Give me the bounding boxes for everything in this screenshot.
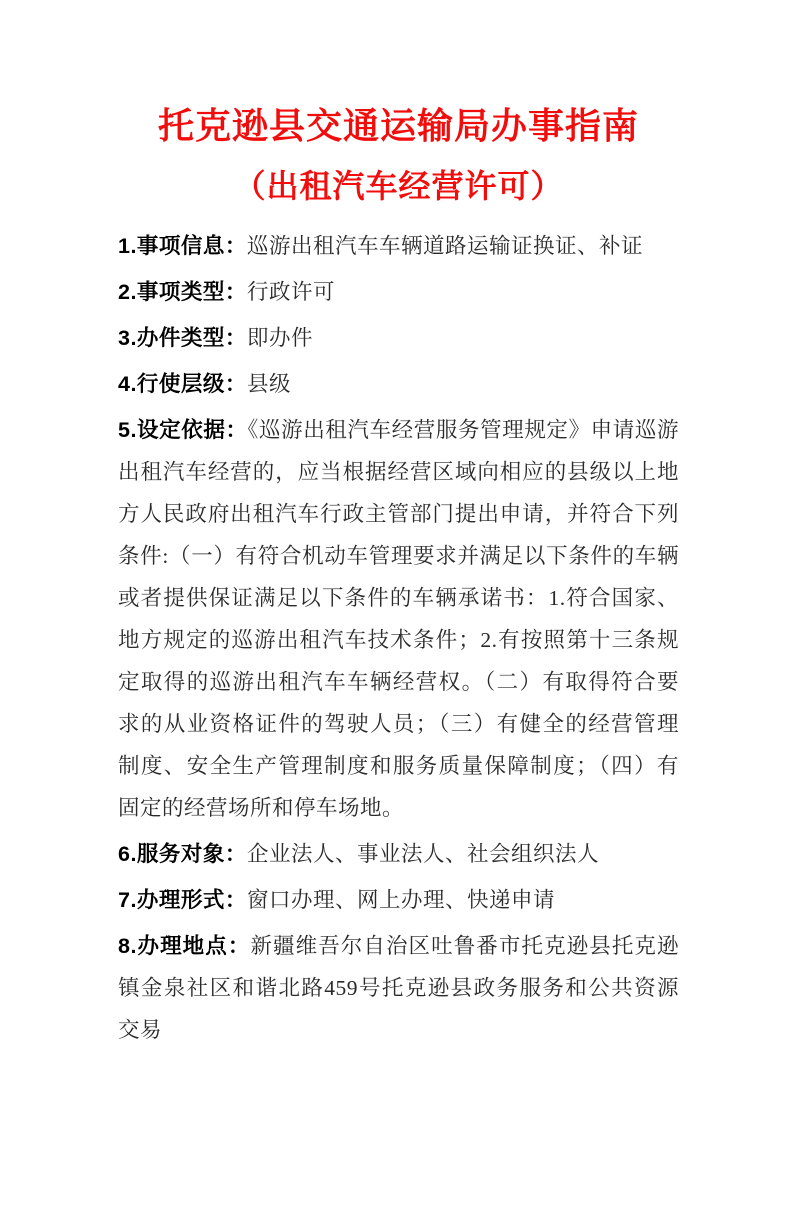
guide-items (118, 225, 679, 1051)
item-value: 窗口办理、网上办理、快递申请 (246, 888, 555, 912)
item-value: 《巡游出租汽车经营服务管理规定》申请巡游出租汽车经营的，应当根据经营区域向相应的县级以上地方人民政府出租汽车行政主管部门提出申请，并符合下列条件:（一）有符合机动车管理要求并满足以下条件的车辆或者提供保证满足以下条件的车辆承诺书：1.符合国家、地方规定的巡游出租汽车技术条件；2.有按照第十三条规定取得的巡游出租汽车车辆经营权。（二）有取得符合要求的从业资格证件的驾驶人员；（三）有健全的经营管理制度、安全生产管理制度和服务质量保障制度；（四）有固定的经营场所和停车场地。 (118, 418, 679, 820)
item-value: 行政许可 (246, 280, 335, 304)
item-label: 4.行使层级： (118, 372, 247, 396)
guide-item-1 (118, 225, 679, 267)
item-value: 即办件 (246, 326, 313, 350)
guide-item-4 (118, 363, 679, 405)
item-label: 5.设定依据： (118, 418, 248, 442)
item-value: 新疆维吾尔自治区吐鲁番市托克逊县托克逊镇金泉社区和谐北路459号托克逊县政务服务和公共资源交易 (118, 934, 679, 1042)
guide-item-8 (118, 925, 679, 1051)
item-label: 3.办件类型： (118, 326, 247, 350)
document-page (0, 103, 793, 1225)
guide-item-7 (118, 879, 679, 921)
guide-item-3 (118, 317, 679, 359)
guide-item-2 (118, 271, 679, 313)
item-value: 企业法人、事业法人、社会组织法人 (246, 842, 599, 866)
guide-item-6 (118, 833, 679, 875)
item-label: 1.事项信息： (118, 234, 247, 258)
item-label: 6.服务对象： (118, 842, 247, 866)
item-value: 巡游出租汽车车辆道路运输证换证、补证 (246, 234, 643, 258)
item-label: 7.办理形式： (118, 888, 247, 912)
item-label: 8.办理地点： (118, 934, 251, 958)
guide-item-5 (118, 409, 679, 829)
item-label: 2.事项类型： (118, 280, 247, 304)
page-subtitle: （出租汽车经营许可） (233, 168, 564, 204)
page-title: 托克逊县交通运输局办事指南 (157, 106, 639, 146)
item-value: 县级 (246, 372, 291, 396)
